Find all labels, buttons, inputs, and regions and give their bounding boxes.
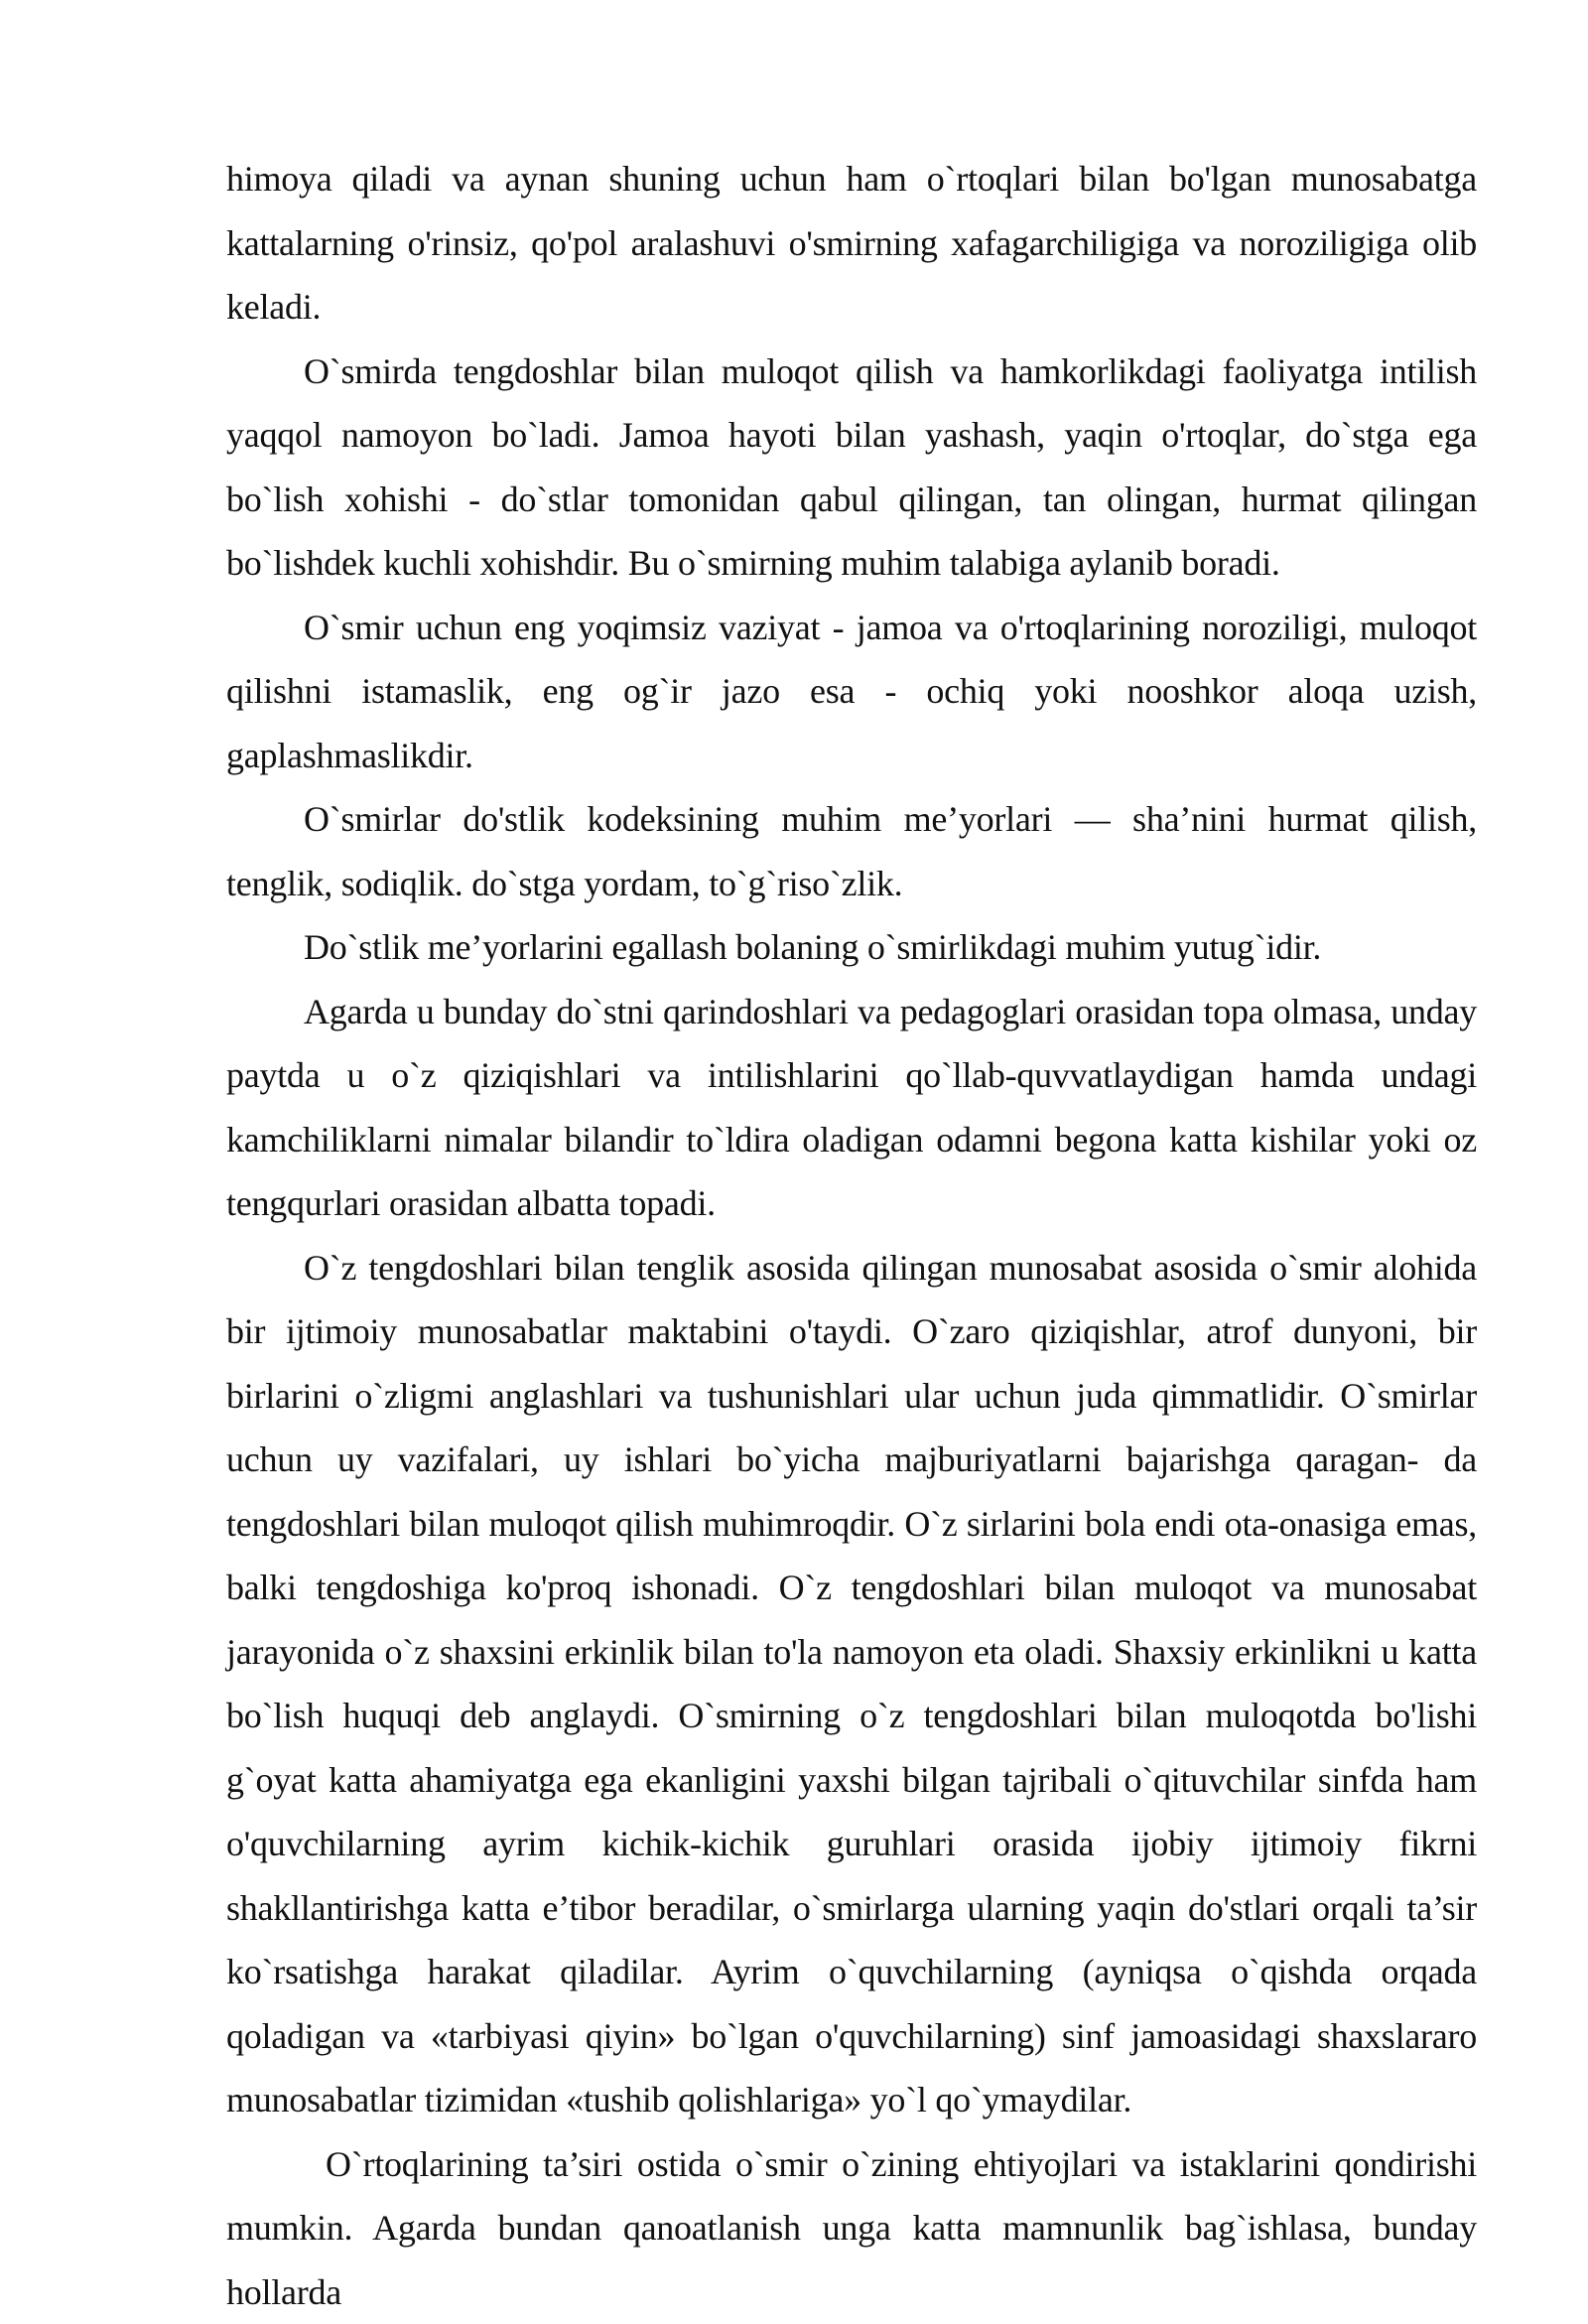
paragraph-8: O`rtoqlarining ta’siri ostida o`smir o`zining ehtiyojlari va istaklarini qondirishi mumkin. Agarda bundan qanoatlanish unga katta mamnunlik bag`ishlasa, bunday hollarda bbox=[226, 2132, 1477, 2324]
paragraph-2: O`smirda tengdoshlar bilan muloqot qilish va hamkorlikdagi faoliyatga intilish yaqqol namoyon bo`ladi. Jamoa hayoti bilan yashash, yaqin o'rtoqlar, do`stga ega bo`lish xohishi - do`stlar tomonidan qabul qilingan, tan olingan, hurmat qilingan bo`lishdek kuchli xohishdir. Bu o`smirning muhim talabiga aylanib boradi. bbox=[226, 340, 1477, 596]
document-page bbox=[226, 147, 1477, 2324]
paragraph-6: Agarda u bunday do`stni qarindoshlari va pedagoglari orasidan topa olmasa, unday paytda u o`z qiziqishlari va intilishlarini qo`llab-quvvatlaydigan hamda undagi kamchiliklarni nimalar bilandir to`ldira oladigan odamni begona katta kishilar yoki oz tengqurlari orasidan albatta topadi. bbox=[226, 980, 1477, 1236]
paragraph-3: O`smir uchun eng yoqimsiz vaziyat - jamoa va o'rtoqlarining noroziligi, muloqot qilishni istamaslik, eng og`ir jazo esa - ochiq yoki nooshkor aloqa uzish, gaplashmaslikdir. bbox=[226, 596, 1477, 788]
paragraph-1: himoya qiladi va aynan shuning uchun ham o`rtoqlari bilan bo'lgan munosabatga kattalarning o'rinsiz, qo'pol aralashuvi o'smirning xafagarchiligiga va noroziligiga olib keladi. bbox=[226, 147, 1477, 340]
paragraph-7: O`z tengdoshlari bilan tenglik asosida qilingan munosabat asosida o`smir alohida bir ijtimoiy munosabatlar maktabini o'taydi. O`zaro qiziqishlar, atrof dunyoni, bir birlarini o`zligmi anglashlari va tushunishlari ular uchun juda qimmatlidir. O`smirlar uchun uy vazifalari, uy ishlari bo`yicha majburiyatlarni bajarishga qaragan- da tengdoshlari bilan muloqot qilish muhimroqdir. O`z sirlarini bola endi ota-onasiga emas, balki tengdoshiga ko'proq ishonadi. O`z tengdoshlari bilan muloqot va munosabat jarayonida o`z shaxsini erkinlik bilan to'la namoyon eta oladi. Shaxsiy erkinlikni u katta bo`lish huquqi deb anglaydi. O`smirning o`z tengdoshlari bilan muloqotda bo'lishi g`oyat katta ahamiyatga ega ekanligini yaxshi bilgan tajribali o`qituvchilar sinfda ham o'quvchilarning ayrim kichik-kichik guruhlari orasida ijobiy ijtimoiy fikrni shakllantirishga katta e’tibor beradilar, o`smirlarga ularning yaqin do'stlari orqali ta’sir ko`rsatishga harakat qiladilar. Ayrim o`quvchilarning (ayniqsa o`qishda orqada qoladigan va «tarbiyasi qiyin» bo`lgan o'quvchilarning) sinf jamoasidagi shaxslararo munosabatlar tizimidan «tushib qolishlariga» yo`l qo`ymaydilar. bbox=[226, 1236, 1477, 2132]
paragraph-5: Do`stlik me’yorlarini egallash bolaning o`smirlikdagi muhim yutug`idir. bbox=[226, 915, 1477, 980]
paragraph-4: O`smirlar do'stlik kodeksining muhim me’yorlari — sha’nini hurmat qilish, tenglik, sodiqlik. do`stga yordam, to`g`riso`zlik. bbox=[226, 787, 1477, 915]
